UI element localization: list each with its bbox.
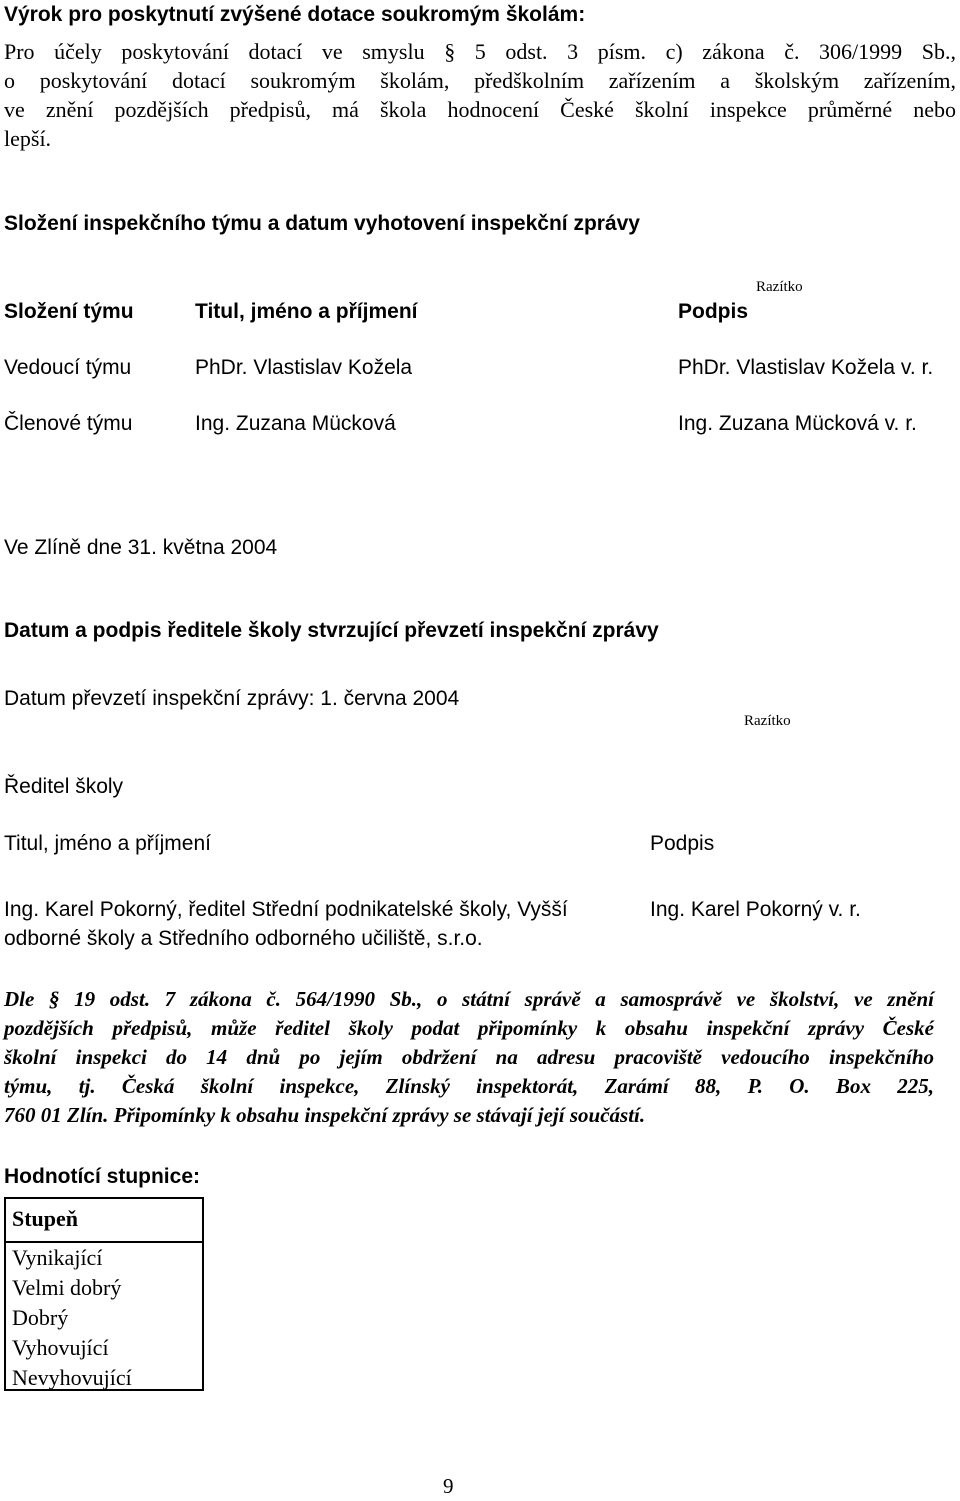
place-date: Ve Zlíně dne 31. května 2004 <box>4 536 278 559</box>
verdict-title: Výrok pro poskytnutí zvýšené dotace soukromým školám: <box>4 3 586 26</box>
grade-item: Dobrý <box>12 1305 69 1330</box>
director-heading: Datum a podpis ředitele školy stvrzující převzetí inspekční zprávy <box>4 619 659 642</box>
grade-scale-table <box>4 1197 204 1391</box>
team-col-role: Složení týmu <box>4 300 134 323</box>
grade-item: Nevyhovující <box>12 1365 132 1390</box>
director-name-line-1: Ing. Karel Pokorný, ředitel Střední podnikatelské školy, Vyšší <box>4 898 568 921</box>
team-row-2-role: Členové týmu <box>4 412 133 435</box>
receipt-date: Datum převzetí inspekční zprávy: 1. června 2004 <box>4 687 460 710</box>
team-row-1-name: PhDr. Vlastislav Kožela <box>195 356 413 379</box>
scale-heading: Hodnotící stupnice: <box>4 1165 200 1188</box>
verdict-line-2: o poskytování dotací soukromým školám, předškolním zařízením a školským zařízením, <box>4 68 956 93</box>
notice-line-5: 760 01 Zlín. Připomínky k obsahu inspekční zprávy se stávají její součástí. <box>4 1103 646 1127</box>
verdict-line-1: Pro účely poskytování dotací ve smyslu § 5 odst. 3 písm. c) zákona č. 306/1999 Sb., <box>4 39 956 64</box>
team-col-sign: Podpis <box>678 300 749 323</box>
verdict-line-4: lepší. <box>4 126 52 151</box>
team-col-name: Titul, jméno a příjmení <box>195 300 418 323</box>
grade-item: Vyhovující <box>12 1335 109 1360</box>
verdict-line-3: ve znění pozdějších předpisů, má škola hodnocení České školní inspekce průměrné nebo <box>4 97 956 122</box>
team-row-1-role: Vedoucí týmu <box>4 356 132 379</box>
director-role: Ředitel školy <box>4 775 124 798</box>
team-row-2-sign: Ing. Zuzana Mücková v. r. <box>678 412 917 435</box>
director-col-name: Titul, jméno a příjmení <box>4 832 211 855</box>
page-number: 9 <box>443 1474 454 1498</box>
grade-item: Vynikající <box>12 1245 103 1270</box>
team-row-1-sign: PhDr. Vlastislav Kožela v. r. <box>678 356 934 379</box>
grade-item: Velmi dobrý <box>12 1275 122 1300</box>
director-name-line-2: odborné školy a Středního odborného učiliště, s.r.o. <box>4 927 483 950</box>
team-row-2-name: Ing. Zuzana Mücková <box>195 412 396 435</box>
notice-line-2: pozdějších předpisů, může ředitel školy podat připomínky k obsahu inspekční zprávy České <box>4 1016 934 1040</box>
grade-list <box>6 1243 202 1393</box>
notice-line-3: školní inspekci do 14 dnů po jejím obdržení na adresu pracoviště vedoucího inspekčního <box>4 1045 934 1069</box>
director-sign: Ing. Karel Pokorný v. r. <box>650 898 861 921</box>
notice-line-4: týmu, tj. Česká školní inspekce, Zlínský inspektorát, Zarámí 88, P. O. Box 225, <box>4 1074 934 1098</box>
director-stamp-label: Razítko <box>744 713 791 729</box>
notice-line-1: Dle § 19 odst. 7 zákona č. 564/1990 Sb., o státní správě a samosprávě ve školství, ve znění <box>4 987 934 1011</box>
team-heading: Složení inspekčního týmu a datum vyhotovení inspekční zprávy <box>4 212 640 235</box>
team-stamp-label: Razítko <box>756 279 803 295</box>
director-col-sign: Podpis <box>650 832 715 855</box>
grade-column-header: Stupeň <box>6 1199 202 1243</box>
